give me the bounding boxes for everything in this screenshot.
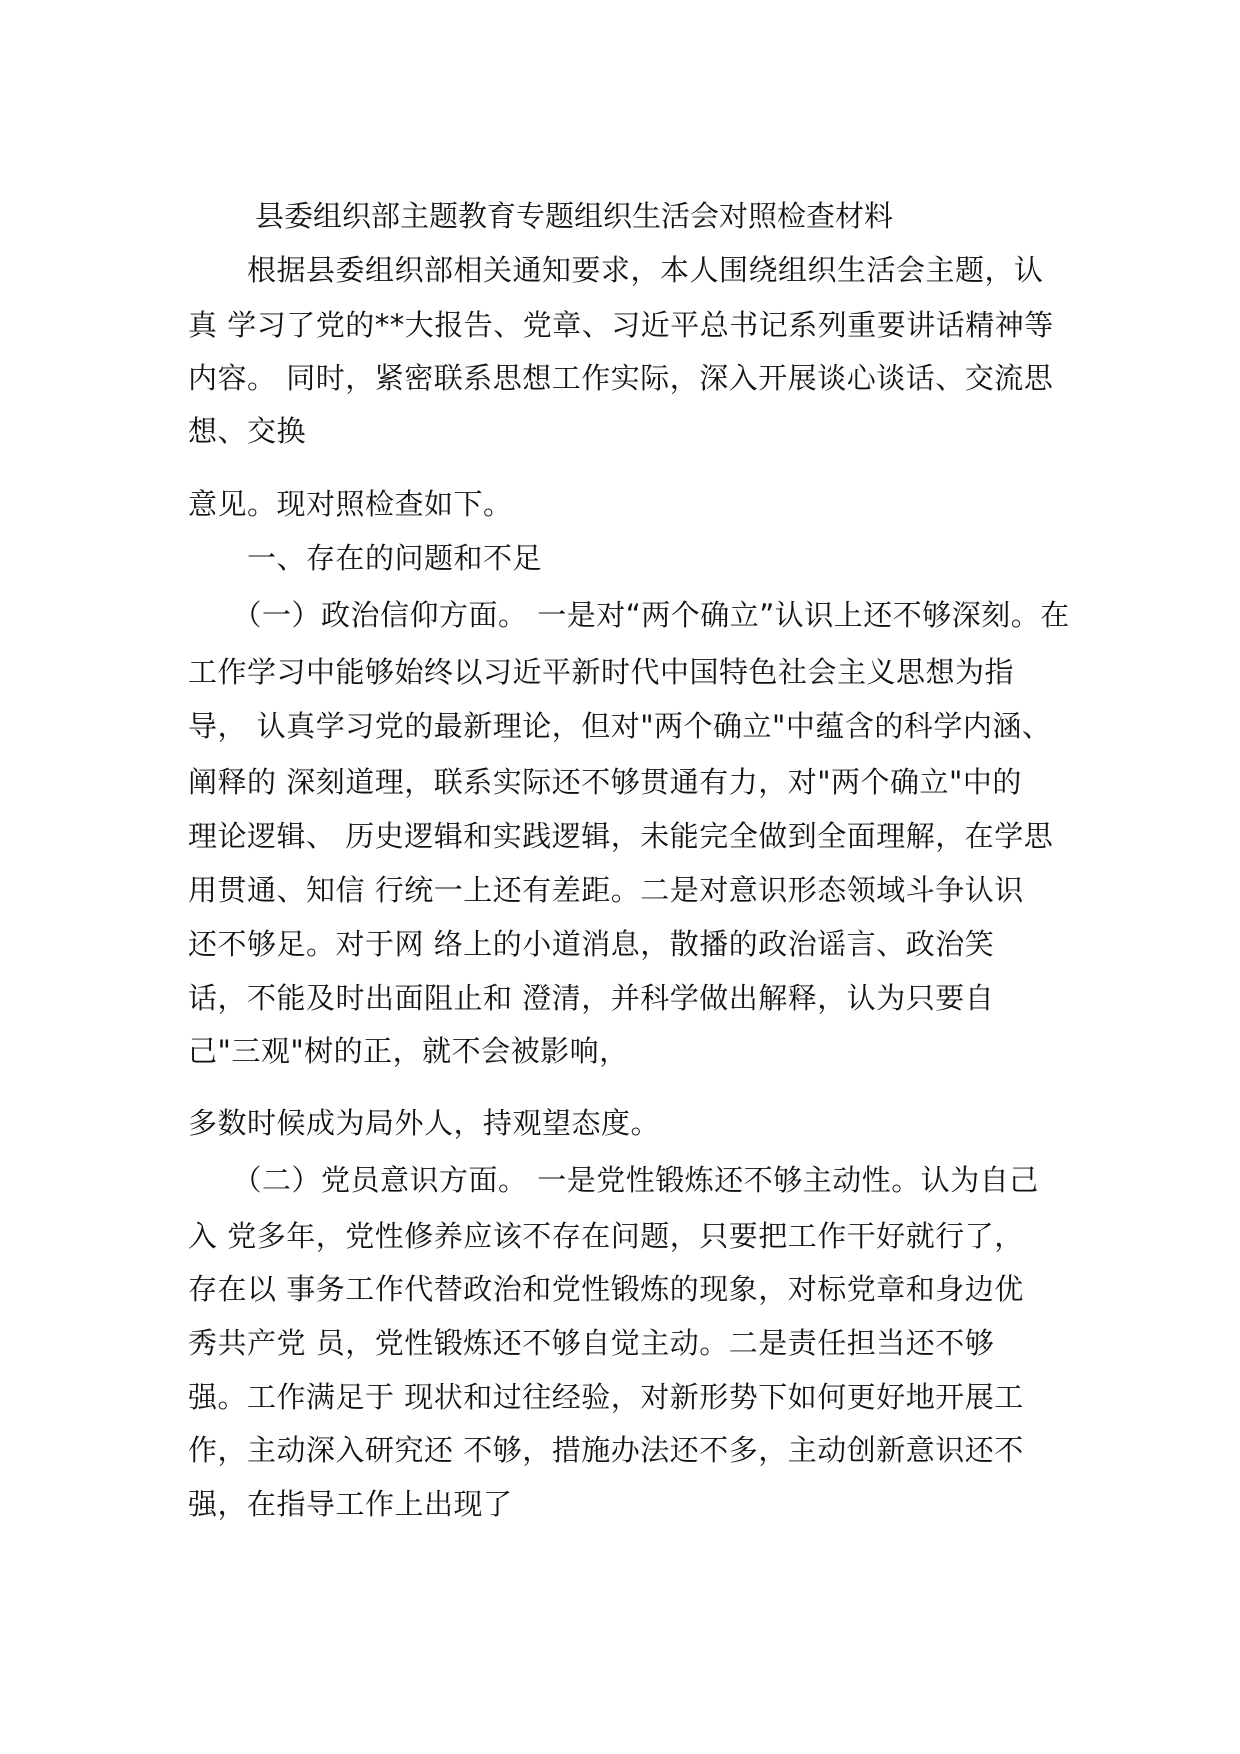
body-line: （二）党员意识方面。 一是党性锻炼还不够主动性。认为自己 [188,1163,1039,1197]
body-line: 己"三观"树的正，就不会被影响， [188,1034,629,1068]
body-line: 导， 认真学习党的最新理论，但对"两个确立"中蕴含的科学内涵、 [188,709,1052,743]
document-title: 县委组织部主题教育专题组织生活会对照检查材料 [255,199,894,233]
body-line: 真 学习了党的**大报告、党章、习近平总书记系列重要讲话精神等 [188,308,1054,342]
body-line: 入 党多年，党性修养应该不存在问题，只要把工作干好就行了， [188,1219,1024,1253]
body-line: 工作学习中能够始终以习近平新时代中国特色社会主义思想为指 [188,655,1015,689]
body-line: 阐释的 深刻道理，联系实际还不够贯通有力，对"两个确立"中的 [188,765,1022,799]
body-line: 多数时候成为局外人，持观望态度。 [188,1106,661,1140]
body-line: 强，在指导工作上出现了 [188,1487,513,1521]
body-line: 用贯通、知信 行统一上还有差距。二是对意识形态领域斗争认识 [188,873,1024,907]
body-line: 内容。 同时，紧密联系思想工作实际，深入开展谈心谈话、交流思 [188,361,1054,395]
body-line: 存在以 事务工作代替政治和党性锻炼的现象，对标党章和身边优 [188,1272,1024,1306]
body-line: 想、交换 [188,414,307,448]
body-line: 理论逻辑、 历史逻辑和实践逻辑，未能完全做到全面理解，在学思 [188,819,1054,853]
body-line: 意见。现对照检查如下。 [188,487,513,521]
body-line: 强。工作满足于 现状和过往经验，对新形势下如何更好地开展工 [188,1380,1024,1414]
body-line: 秀共产党 员，党性锻炼还不够自觉主动。二是责任担当还不够 [188,1326,995,1360]
body-line: 根据县委组织部相关通知要求，本人围绕组织生活会主题，认 [188,253,1044,287]
body-line: 作，主动深入研究还 不够，措施办法还不多，主动创新意识还不 [188,1433,1024,1467]
section-heading: 一、存在的问题和不足 [188,541,543,575]
body-line: 还不够足。对于网 络上的小道消息，散播的政治谣言、政治笑 [188,927,995,961]
body-line: （一）政治信仰方面。 一是对“两个确立”认识上还不够深刻。在 [188,598,1070,632]
body-line: 话，不能及时出面阻止和 澄清，并科学做出解释，认为只要自 [188,981,995,1015]
